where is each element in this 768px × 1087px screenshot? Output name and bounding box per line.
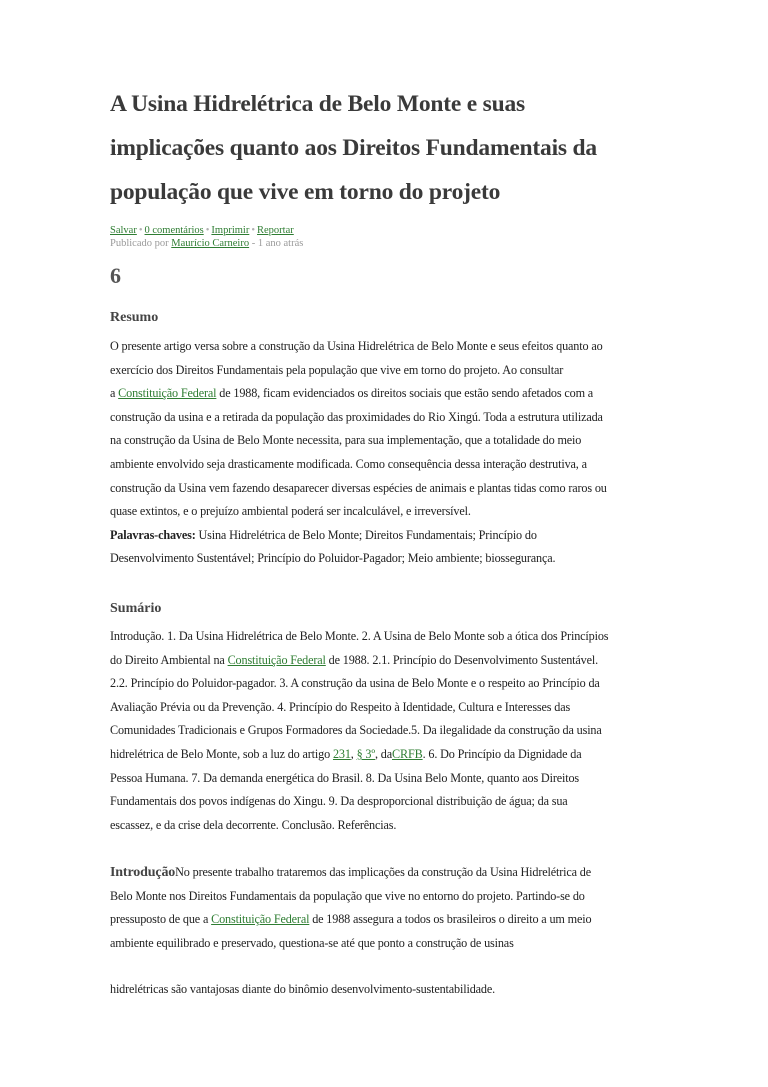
text-line: construção da Usina vem fazendo desaparecer diversas espécies de animais e plantas tidas como raros ou — [110, 480, 607, 495]
text-line: Comunidades Tradicionais e Grupos Formadores da Sociedade.5. Da ilegalidade da construção da usina — [110, 723, 602, 738]
text-line: Introdução. 1. Da Usina Hidrelétrica de Belo Monte. 2. A Usina de Belo Monte sob a ótica dos Princípios — [110, 628, 609, 643]
separator: • — [205, 225, 210, 236]
separator: • — [251, 225, 256, 236]
text-line — [110, 743, 670, 767]
text-line: 2.2. Princípio do Poluidor-pagador. 3. A construção da usina de Belo Monte e o respeito ao Princípio da — [110, 676, 600, 691]
title-line: implicações quanto aos Direitos Fundamentais da — [110, 135, 597, 161]
text-line: construção da usina e a retirada da população das proximidades do Rio Xingú. Toda a estrutura utilizada — [110, 409, 603, 424]
published-by-label: Publicado por — [110, 238, 169, 249]
text-fragment: de 1988, ficam evidenciados os direitos sociais que estão sendo afetados com a — [216, 386, 594, 401]
author-link[interactable]: Maurício Carneiro — [171, 238, 250, 249]
article-actions — [110, 224, 670, 250]
keywords-text: Usina Hidrelétrica de Belo Monte; Direitos Fundamentais; Princípio do — [195, 527, 537, 542]
article — [110, 82, 670, 1001]
comments-link[interactable]: 0 comentários — [144, 225, 204, 236]
text-fragment: , — [350, 746, 357, 761]
print-link[interactable]: Imprimir — [211, 225, 250, 236]
byline — [110, 237, 670, 250]
save-link[interactable]: Salvar — [110, 225, 137, 236]
text-line: na construção da Usina de Belo Monte necessita, para sua implementação, que a totalidade do meio — [110, 433, 582, 448]
sumario-body — [110, 625, 670, 837]
text-line: exercício dos Direitos Fundamentais pela população que vive em torno do projeto. Ao consultar — [110, 362, 564, 377]
text-line — [110, 861, 670, 885]
text-line: Pessoa Humana. 7. Da demanda energética do Brasil. 8. Da Usina Belo Monte, quanto aos Direitos — [110, 770, 579, 785]
constitution-link[interactable]: Constituição Federal — [227, 652, 326, 667]
constitution-link[interactable]: Constituição Federal — [211, 912, 310, 927]
text-line: ambiente equilibrado e preservado, questiona-se até que ponto a construção de usinas — [110, 936, 514, 951]
text-fragment: do Direito Ambiental na — [110, 652, 228, 667]
resumo-heading: Resumo — [110, 310, 159, 325]
title-line: população que vive em torno do projeto — [110, 179, 501, 205]
text-line: quase extintos, e o prejuízo ambiental poderá ser incalculável, e irreversível. — [110, 504, 471, 519]
text-line: Fundamentais dos povos indígenas do Xingu. 9. Da desproporcional distribuição de água; da sua — [110, 794, 568, 809]
text-line: escassez, e da crise dela decorrente. Conclusão. Referências. — [110, 817, 397, 832]
text-fragment: No presente trabalho trataremos das implicações da construção da Usina Hidrelétrica de — [175, 865, 592, 880]
article-231-link[interactable]: 231 — [332, 746, 351, 761]
keywords-label: Palavras-chaves: — [110, 527, 196, 542]
vote-count: 6 — [110, 263, 121, 288]
text-fragment: . 6. Do Princípio da Dignidade da — [422, 746, 582, 761]
crfb-link[interactable]: CRFB — [392, 746, 423, 761]
introducao-heading: Introdução — [110, 865, 176, 881]
text-fragment: , da — [375, 746, 393, 761]
text-line: O presente artigo versa sobre a construção da Usina Hidrelétrica de Belo Monte e seus efeitos quanto ao — [110, 339, 603, 353]
text-fragment: hidrelétrica de Belo Monte, sob a luz do artigo — [110, 746, 333, 761]
sumario-heading: Sumário — [110, 600, 162, 616]
article-title — [110, 82, 670, 214]
text-line: hidrelétricas são vantajosas diante do binômio desenvolvimento-sustentabilidade. — [110, 981, 496, 996]
text-fragment: pressuposto de que a — [110, 912, 212, 927]
text-fragment: de 1988 assegura a todos os brasileiros o direito a um meio — [309, 912, 592, 927]
text-line — [110, 382, 670, 406]
text-line — [110, 908, 670, 932]
text-line: Avaliação Prévia ou da Prevenção. 4. Princípio do Respeito à Identidade, Cultura e Interesses das — [110, 699, 571, 714]
keywords-line: Desenvolvimento Sustentável; Princípio do Poluidor-Pagador; Meio ambiente; biossegurança. — [110, 551, 556, 566]
text-line: ambiente envolvido seja drasticamente modificada. Como consequência dessa interação destrutiva, a — [110, 456, 587, 471]
text-line: Belo Monte nos Direitos Fundamentais da população que vive no entorno do projeto. Partindo-se do — [110, 888, 585, 903]
keywords-line — [110, 524, 670, 548]
constitution-link[interactable]: Constituição Federal — [118, 386, 217, 401]
text-fragment: de 1988. 2.1. Princípio do Desenvolvimento Sustentável. — [325, 652, 598, 667]
paragraph-3-link[interactable]: § 3º — [356, 746, 376, 761]
title-line: A Usina Hidrelétrica de Belo Monte e suas — [110, 91, 525, 117]
resumo-body — [110, 335, 670, 571]
text-fragment: a — [110, 386, 119, 401]
report-link[interactable]: Reportar — [257, 225, 294, 236]
introducao-body — [110, 861, 670, 1001]
separator: • — [138, 225, 143, 236]
action-links — [110, 224, 670, 237]
published-time: - 1 ano atrás — [251, 238, 304, 249]
text-line — [110, 649, 670, 673]
